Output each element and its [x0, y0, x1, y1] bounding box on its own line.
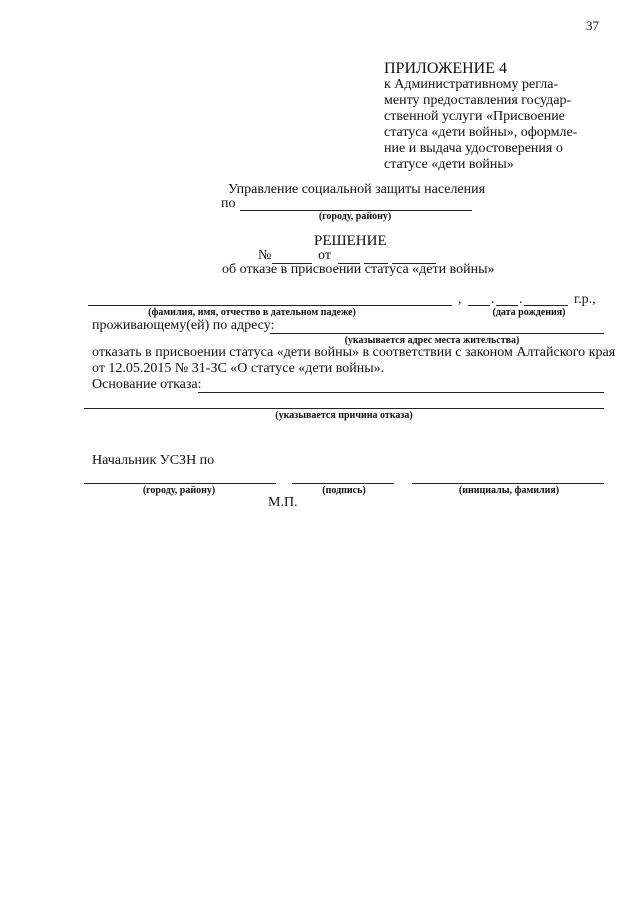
dob-dot: .: [491, 292, 495, 307]
address-label: проживающему(ей) по адресу:: [92, 318, 275, 333]
comma: ,: [458, 292, 462, 307]
basis-label: Основание отказа:: [92, 377, 202, 392]
appendix-line: к Административному регла-: [384, 77, 559, 92]
dob-dot: .: [519, 292, 523, 307]
dob-month-field[interactable]: [496, 305, 518, 306]
head-label: Начальник УСЗН по: [92, 453, 215, 468]
basis-field-2[interactable]: [84, 408, 604, 409]
signature-field[interactable]: [292, 483, 394, 484]
head-city-caption: (городу, району): [142, 485, 216, 496]
appendix-line: статуса «дети войны», оформле-: [384, 125, 578, 140]
basis-caption: (указывается причина отказа): [275, 410, 413, 421]
po-label: по: [221, 196, 236, 211]
appendix-block: [384, 60, 602, 173]
seal-label: М.П.: [268, 495, 298, 510]
fio-field[interactable]: [88, 305, 452, 306]
year-label: г.р.,: [574, 292, 596, 307]
address-caption: (указывается адрес места жительства): [344, 335, 520, 346]
basis-field[interactable]: [198, 392, 604, 393]
appendix-line: менту предоставления государ-: [384, 93, 572, 108]
decision-subtitle: об отказе в присвоении статуса «дети войны»: [222, 262, 495, 277]
decision-title: РЕШЕНИЕ: [314, 233, 387, 249]
appendix-line: статусе «дети войны»: [384, 157, 514, 172]
address-field[interactable]: [270, 333, 604, 334]
department-name: Управление социальной защиты населения: [228, 182, 486, 197]
appendix-line: ние и выдача удостоверения о: [384, 141, 563, 156]
page-number: 37: [586, 18, 599, 33]
signature-caption: (подпись): [322, 485, 366, 496]
po-caption: (городу, району): [318, 211, 392, 222]
fio-caption: (фамилия, имя, отчество в дательном падеже): [148, 307, 356, 318]
initials-caption: (инициалы, фамилия): [458, 485, 560, 496]
dob-caption: (дата рождения): [492, 307, 566, 318]
refuse-text-line2: от 12.05.2015 № 31-ЗС «О статусе «дети войны».: [92, 361, 385, 376]
dob-year-field[interactable]: [524, 305, 568, 306]
refuse-text-line1: отказать в присвоении статуса «дети войны» в соответствии с законом Алтайского края: [92, 345, 616, 360]
initials-field[interactable]: [412, 483, 604, 484]
number-label: №: [258, 248, 272, 263]
appendix-line: ственной услуги «Присвоение: [384, 109, 565, 124]
appendix-title: ПРИЛОЖЕНИЕ 4: [384, 60, 508, 77]
head-city-field[interactable]: [84, 483, 276, 484]
dob-day-field[interactable]: [468, 305, 490, 306]
from-label: от: [318, 248, 331, 263]
